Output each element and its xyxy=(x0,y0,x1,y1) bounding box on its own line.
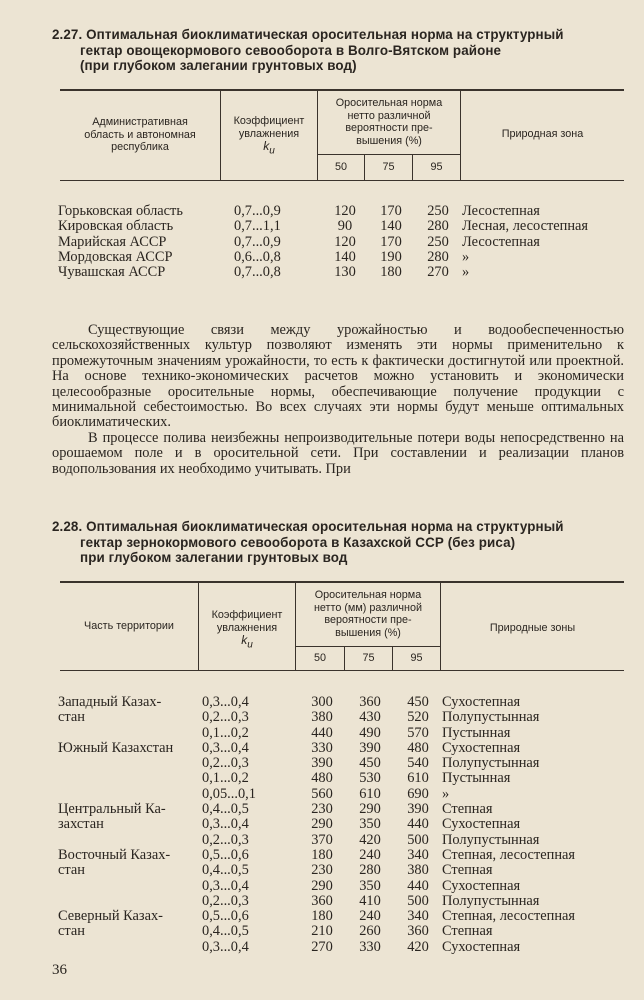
cell-v95: 610 xyxy=(407,770,429,787)
cell-part: Южный Казахстан xyxy=(58,739,174,756)
table-row xyxy=(58,848,628,863)
cell-zone: » xyxy=(442,785,450,802)
coef-column-header: Коэффициент увлажнения $k_u$ xyxy=(233,115,305,157)
subheader-rule xyxy=(296,646,440,647)
cell-v50: 290 xyxy=(311,877,333,894)
cell-zone: Степная, лесостепная xyxy=(442,846,576,863)
coef-column-header: Коэффициент увлажнения $k_u$ xyxy=(211,609,283,651)
cell-part xyxy=(58,894,202,909)
cell-v95: 340 xyxy=(407,908,429,925)
table-row xyxy=(58,833,628,848)
cell-part: Западный Казах- xyxy=(58,694,162,710)
cell-zone: Сухостепная xyxy=(442,739,521,756)
cell-part xyxy=(58,787,202,802)
table-row xyxy=(58,250,630,265)
cell-region: Кировская область xyxy=(58,218,174,235)
cell-region: Горьковская область xyxy=(58,203,183,219)
zone-column-header: Природная зона xyxy=(501,128,584,140)
table-row xyxy=(58,219,630,234)
cell-coef: 0,7...0,9 xyxy=(234,203,281,219)
cell-v75: 190 xyxy=(380,248,402,265)
cell-v50: 290 xyxy=(311,816,333,833)
cell-v50: 230 xyxy=(311,801,333,818)
cell-v50: 120 xyxy=(334,203,356,219)
cell-v50: 360 xyxy=(311,892,333,909)
table-2-27-number: 2.27. xyxy=(52,27,83,42)
caption-line: Оптимальная биоклиматическая оросительная норма на структурный xyxy=(86,519,564,534)
cell-coef: 0,1...0,2 xyxy=(202,770,249,787)
body-text xyxy=(52,323,624,477)
cell-v75: 170 xyxy=(380,233,402,250)
table-row xyxy=(58,265,630,280)
cell-coef: 0,5...0,6 xyxy=(202,908,249,925)
cell-v95: 500 xyxy=(407,892,429,909)
cell-v75: 390 xyxy=(359,739,381,756)
cell-v75: 350 xyxy=(359,877,381,894)
table-row xyxy=(58,204,630,219)
prob-75-header: 75 xyxy=(382,161,395,173)
cell-coef: 0,2...0,3 xyxy=(202,831,249,848)
table-row xyxy=(58,909,628,924)
caption-line: при глубоком залегании грунтовых вод xyxy=(80,550,348,565)
cell-coef: 0,05...0,1 xyxy=(202,785,256,802)
cell-v95: 250 xyxy=(427,203,449,219)
zone-column-header: Природные зоны xyxy=(489,622,576,634)
cell-v50: 370 xyxy=(311,831,333,848)
table-row xyxy=(58,894,628,909)
cell-coef: 0,2...0,3 xyxy=(202,709,249,726)
cell-coef: 0,3...0,4 xyxy=(202,816,249,833)
cell-v50: 480 xyxy=(311,770,333,787)
cell-part xyxy=(58,726,202,741)
cell-part: Северный Казах- xyxy=(58,908,163,925)
cell-part: захстан xyxy=(58,816,104,833)
prob-50-header: 50 xyxy=(313,652,326,664)
cell-coef: 0,4...0,5 xyxy=(202,862,249,879)
table-row xyxy=(58,756,628,771)
cell-v95: 500 xyxy=(407,831,429,848)
table-2-28-body xyxy=(58,695,628,955)
cell-part: Восточный Казах- xyxy=(58,846,171,863)
cell-v50: 300 xyxy=(311,694,333,710)
header-top-rule xyxy=(60,581,624,583)
table-row xyxy=(58,863,628,878)
table-2-28-number: 2.28. xyxy=(52,519,83,534)
subheader-rule xyxy=(318,154,460,155)
cell-coef: 0,7...1,1 xyxy=(234,218,281,235)
norm-column-header: Оросительная норма нетто различной вероятности пре- вышения (%) xyxy=(335,97,443,147)
cell-zone: Сухостепная xyxy=(442,938,521,955)
table-row xyxy=(58,940,628,955)
cell-part: стан xyxy=(58,709,85,726)
cell-v75: 610 xyxy=(359,785,381,802)
caption-line: (при глубоком залегании грунтовых вод) xyxy=(80,58,357,73)
cell-zone: » xyxy=(462,248,470,265)
cell-v75: 350 xyxy=(359,816,381,833)
cell-part: Центральный Ка- xyxy=(58,801,166,818)
cell-v95: 450 xyxy=(407,694,429,710)
cell-v75: 140 xyxy=(380,218,402,235)
cell-v95: 480 xyxy=(407,739,429,756)
cell-v95: 360 xyxy=(407,923,429,940)
cell-coef: 0,3...0,4 xyxy=(202,739,249,756)
cell-zone: Степная xyxy=(442,862,493,879)
cell-zone: Полупустынная xyxy=(442,892,540,909)
cell-v95: 440 xyxy=(407,816,429,833)
cell-v75: 260 xyxy=(359,923,381,940)
cell-v50: 130 xyxy=(334,264,356,281)
cell-part xyxy=(58,756,202,771)
paragraph: В процессе полива неизбежны непроизводительные потери воды непосредственно на орошаемом поле и в оросительной сети. При составлении и реализации планов водопользования их необходимо учитывать. При xyxy=(52,429,624,477)
cell-zone: Лесная, лесостепная xyxy=(462,218,589,235)
cell-v50: 330 xyxy=(311,739,333,756)
cell-v95: 440 xyxy=(407,877,429,894)
table-2-27-caption xyxy=(52,27,564,74)
table-row xyxy=(58,741,628,756)
cell-v95: 570 xyxy=(407,724,429,741)
cell-v75: 360 xyxy=(359,694,381,710)
cell-coef: 0,4...0,5 xyxy=(202,923,249,940)
cell-zone: Сухостепная xyxy=(442,877,521,894)
cell-v95: 340 xyxy=(407,846,429,863)
cell-v75: 450 xyxy=(359,755,381,772)
cell-part xyxy=(58,879,202,894)
prob-95-header: 95 xyxy=(430,161,443,173)
table-row xyxy=(58,924,628,939)
cell-zone: Пустынная xyxy=(442,724,511,741)
table-row xyxy=(58,771,628,786)
caption-line: Оптимальная биоклиматическая оросительная норма на структурный xyxy=(86,27,564,42)
cell-zone: Полупустынная xyxy=(442,755,540,772)
header-bottom-rule xyxy=(60,180,624,181)
cell-v95: 380 xyxy=(407,862,429,879)
table-2-27-body xyxy=(58,204,630,280)
table-row xyxy=(58,235,630,250)
cell-v75: 530 xyxy=(359,770,381,787)
cell-v95: 540 xyxy=(407,755,429,772)
cell-v75: 180 xyxy=(380,264,402,281)
cell-v50: 120 xyxy=(334,233,356,250)
cell-part xyxy=(58,940,202,955)
cell-part: стан xyxy=(58,862,85,879)
table-2-28-caption xyxy=(52,519,564,566)
cell-v75: 240 xyxy=(359,846,381,863)
cell-coef: 0,4...0,5 xyxy=(202,801,249,818)
cell-v75: 240 xyxy=(359,908,381,925)
cell-v95: 690 xyxy=(407,785,429,802)
cell-coef: 0,2...0,3 xyxy=(202,755,249,772)
norm-column-header: Оросительная норма нетто (мм) различной вероятности пре- вышения (%) xyxy=(313,589,423,639)
cell-part xyxy=(58,833,202,848)
caption-line: гектар зернокормового севооборота в Казахской ССР (без риса) xyxy=(80,534,516,550)
cell-coef: 0,2...0,3 xyxy=(202,892,249,909)
table-row xyxy=(58,802,628,817)
cell-v95: 280 xyxy=(427,248,449,265)
cell-zone: Лесостепная xyxy=(462,203,540,219)
paragraph: Существующие связи между урожайностью и водообеспеченностью сельскохозяйственных культур позволяют изменять эти нормы применительно к промежуточным значениям урожайности, то есть к фактически достигнутой или проектной. На основе технико-экономических расчетов можно установить и экономически целесообразные оросительные нормы, обеспечивающие получение продукции с минимальной себестоимостью. Во всех случаях эти нормы будут меньше оптимальных биоклиматических. xyxy=(52,322,624,431)
cell-v75: 280 xyxy=(359,862,381,879)
cell-coef: 0,1...0,2 xyxy=(202,724,249,741)
prob-95-header: 95 xyxy=(410,652,423,664)
cell-zone: Степная xyxy=(442,801,493,818)
cell-zone: Лесостепная xyxy=(462,233,540,250)
cell-coef: 0,7...0,8 xyxy=(234,264,281,281)
cell-v95: 270 xyxy=(427,264,449,281)
cell-zone: Степная, лесостепная xyxy=(442,908,576,925)
table-row xyxy=(58,710,628,725)
cell-v95: 280 xyxy=(427,218,449,235)
cell-v50: 440 xyxy=(311,724,333,741)
cell-v75: 420 xyxy=(359,831,381,848)
cell-v75: 330 xyxy=(359,938,381,955)
cell-v75: 490 xyxy=(359,724,381,741)
cell-v50: 390 xyxy=(311,755,333,772)
cell-v75: 170 xyxy=(380,203,402,219)
cell-v50: 210 xyxy=(311,923,333,940)
cell-zone: Сухостепная xyxy=(442,694,521,710)
cell-v50: 180 xyxy=(311,846,333,863)
cell-zone: Степная xyxy=(442,923,493,940)
cell-coef: 0,3...0,4 xyxy=(202,694,249,710)
region-column-header: Административная область и автономная республика xyxy=(84,116,196,153)
cell-coef: 0,6...0,8 xyxy=(234,248,281,265)
cell-v50: 90 xyxy=(337,218,353,235)
table-row xyxy=(58,787,628,802)
cell-v50: 270 xyxy=(311,938,333,955)
prob-75-header: 75 xyxy=(362,652,375,664)
table-row xyxy=(58,695,628,710)
header-bottom-rule xyxy=(60,670,624,671)
cell-zone: Полупустынная xyxy=(442,831,540,848)
caption-line: гектар овощекормового севооборота в Волго-Вятском районе xyxy=(80,42,502,58)
cell-v95: 250 xyxy=(427,233,449,250)
table-row xyxy=(58,817,628,832)
cell-coef: 0,3...0,4 xyxy=(202,877,249,894)
cell-v95: 520 xyxy=(407,709,429,726)
cell-region: Марийская АССР xyxy=(58,233,167,250)
cell-v50: 230 xyxy=(311,862,333,879)
header-top-rule xyxy=(60,89,624,91)
cell-coef: 0,3...0,4 xyxy=(202,938,249,955)
cell-coef: 0,7...0,9 xyxy=(234,233,281,250)
cell-v75: 290 xyxy=(359,801,381,818)
page-number: 36 xyxy=(52,962,67,978)
cell-v75: 410 xyxy=(359,892,381,909)
table-row xyxy=(58,726,628,741)
cell-v50: 380 xyxy=(311,709,333,726)
cell-zone: Полупустынная xyxy=(442,709,540,726)
cell-region: Чувашская АССР xyxy=(58,264,166,281)
cell-v50: 560 xyxy=(311,785,333,802)
cell-v95: 390 xyxy=(407,801,429,818)
cell-coef: 0,5...0,6 xyxy=(202,846,249,863)
table-row xyxy=(58,879,628,894)
cell-v75: 430 xyxy=(359,709,381,726)
cell-region: Мордовская АССР xyxy=(58,248,173,265)
cell-v50: 140 xyxy=(334,248,356,265)
part-column-header: Часть территории xyxy=(84,620,174,632)
cell-part: стан xyxy=(58,923,85,940)
cell-zone: Пустынная xyxy=(442,770,511,787)
cell-zone: » xyxy=(462,264,470,281)
cell-v95: 420 xyxy=(407,938,429,955)
cell-zone: Сухостепная xyxy=(442,816,521,833)
cell-part xyxy=(58,771,202,786)
cell-v50: 180 xyxy=(311,908,333,925)
prob-50-header: 50 xyxy=(334,161,347,173)
